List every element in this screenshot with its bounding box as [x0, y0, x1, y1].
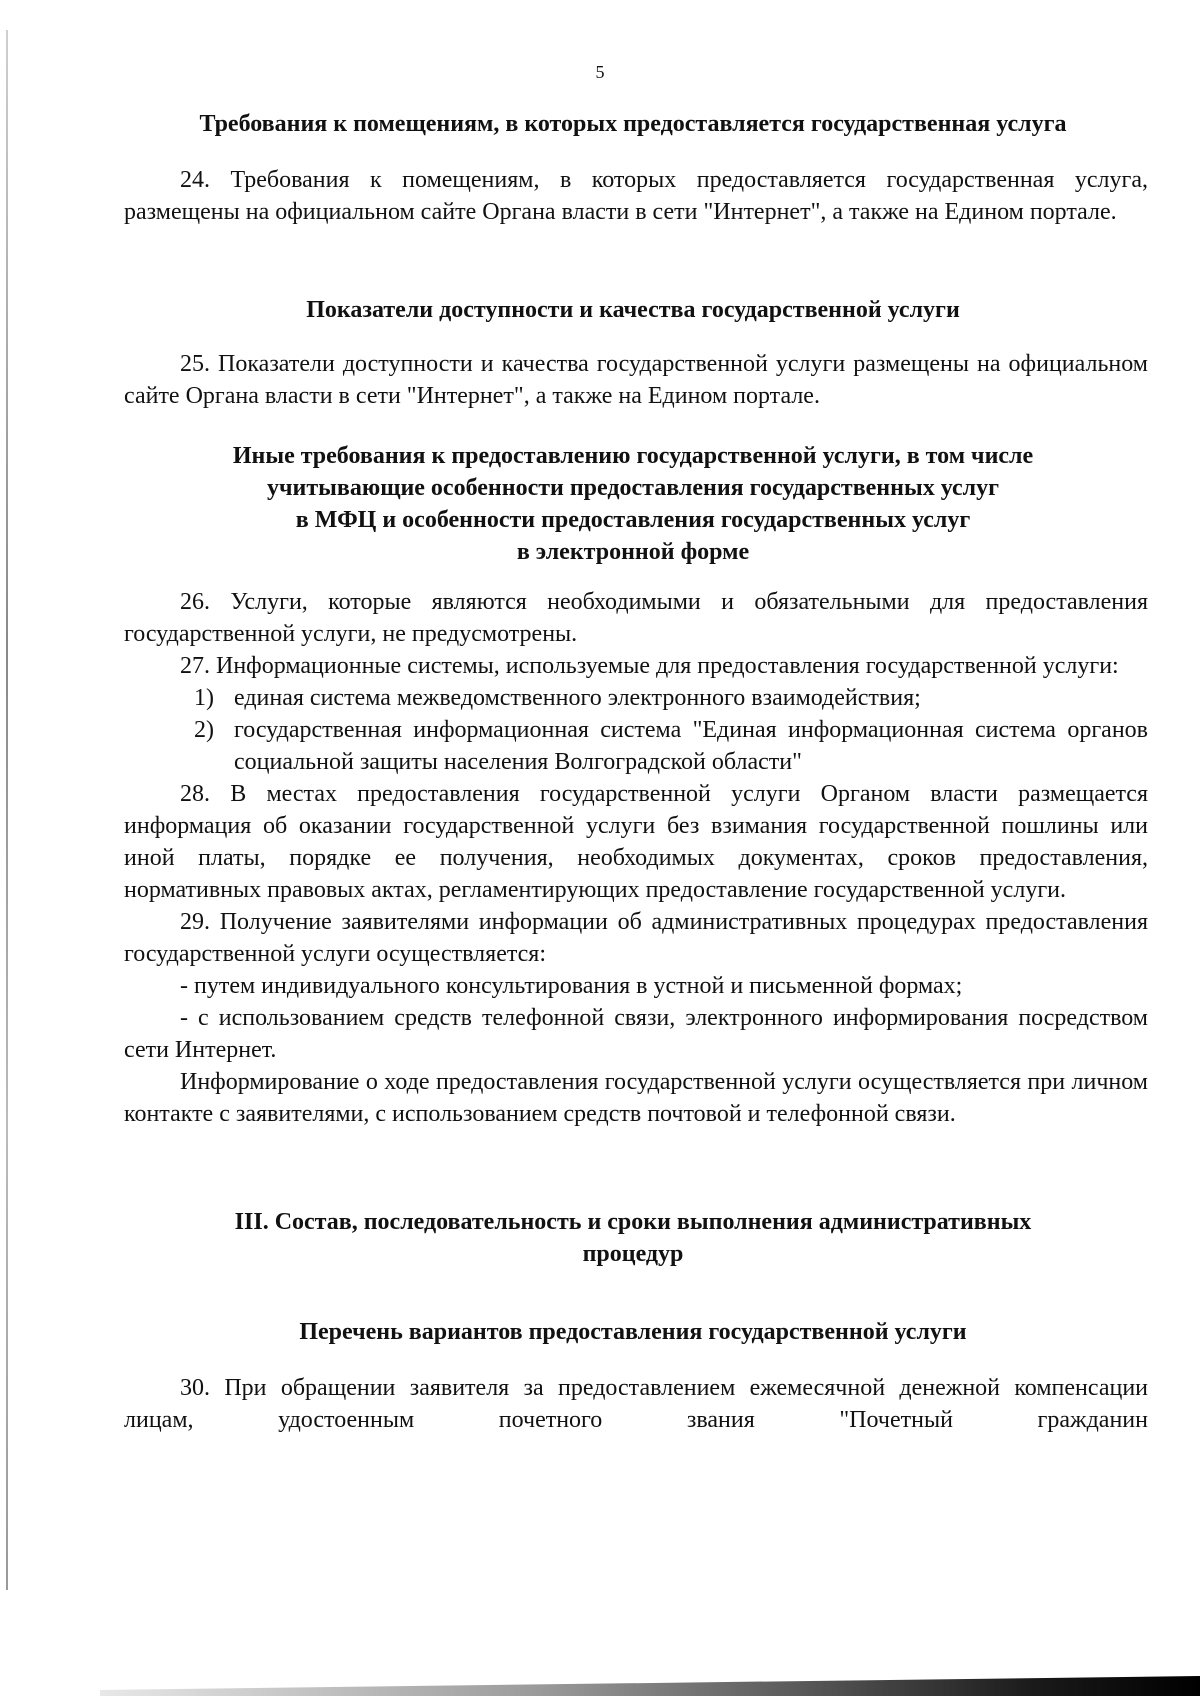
- scan-edge-shadow-bottom: [100, 1676, 1200, 1696]
- heading-other-line-4: в электронной форме: [516, 539, 750, 565]
- paragraph-24: [124, 164, 1148, 228]
- heading-accessibility-indicators: Показатели доступности и качества государственной услуги: [306, 297, 960, 323]
- paragraph-26-text: 26. Услуги, которые являются необходимыми и обязательными для предоставления государственной услуги, не предусмотрены.: [124, 589, 1148, 647]
- list-item-1: [124, 682, 1148, 714]
- paragraph-29-informing: Информирование о ходе предоставления государственной услуги осуществляется при личном контакте с заявителями, с использованием средств почтовой и телефонной связи.: [124, 1069, 1148, 1127]
- heading-section-3: [118, 1206, 1148, 1270]
- paragraph-29-dash-2: - с использованием средств телефонной связи, электронного информирования посредством сети Интернет.: [124, 1005, 1148, 1063]
- heading-other-line-1: Иные требования к предоставлению государственной услуги, в том числе: [232, 443, 1034, 469]
- paragraph-28-text: 28. В местах предоставления государственной услуги Органом власти размещается информация об оказании государственной услуги без взимания государственной пошлины или иной платы, порядке ее получения, необходимых документах, сроков предоставления, нормативных правовых актах, регламентирующих предоставление государственной услуги.: [124, 781, 1148, 903]
- paragraph-27-text: 27. Информационные системы, используемые для предоставления государственной услуги:: [180, 653, 1119, 679]
- paragraph-29-dash-1: - путем индивидуального консультирования в устной и письменной формах;: [180, 973, 963, 999]
- heading-service-variants: Перечень вариантов предоставления государственной услуги: [299, 1319, 967, 1345]
- paragraph-30-text: 30. При обращении заявителя за предоставлением ежемесячной денежной компенсации лицам, удостоенным почетного звания "Почетный гражданин: [124, 1375, 1148, 1433]
- paragraph-30: [124, 1372, 1148, 1436]
- paragraphs-26-29: [124, 586, 1148, 1130]
- paragraph-29-text: 29. Получение заявителями информации об административных процедурах предоставления государственной услуги осуществляется:: [124, 909, 1148, 967]
- list-item-1-text: единая система межведомственного электронного взаимодействия;: [234, 685, 921, 711]
- paragraph-24-text: 24. Требования к помещениям, в которых предоставляется государственная услуга, размещены на официальном сайте Органа власти в сети "Интернет", а также на Едином портале.: [124, 167, 1148, 225]
- heading-other-line-3: в МФЦ и особенности предоставления государственных услуг: [295, 507, 971, 533]
- list-item-2: [124, 714, 1148, 778]
- paragraph-25-text: 25. Показатели доступности и качества государственной услуги размещены на официальном сайте Органа власти в сети "Интернет", а также на Едином портале.: [124, 351, 1148, 409]
- heading-section-3-line-2: процедур: [582, 1241, 684, 1267]
- scan-edge-shadow-left: [6, 30, 8, 1590]
- paragraph-25: [124, 348, 1148, 412]
- list-item-1-number: 1): [194, 685, 214, 711]
- heading-section-3-line-1: III. Состав, последовательность и сроки выполнения административных: [234, 1209, 1032, 1235]
- heading-other-requirements: [118, 440, 1148, 568]
- heading-other-line-2: учитывающие особенности предоставления государственных услуг: [267, 475, 999, 501]
- list-item-2-text: государственная информационная система "Единая информационная система органов социальной защиты населения Волгоградской области": [234, 717, 1148, 775]
- heading-premises-requirements: Требования к помещениям, в которых предоставляется государственная услуга: [199, 111, 1067, 137]
- page-number: 5: [595, 62, 605, 82]
- list-item-2-number: 2): [194, 717, 214, 743]
